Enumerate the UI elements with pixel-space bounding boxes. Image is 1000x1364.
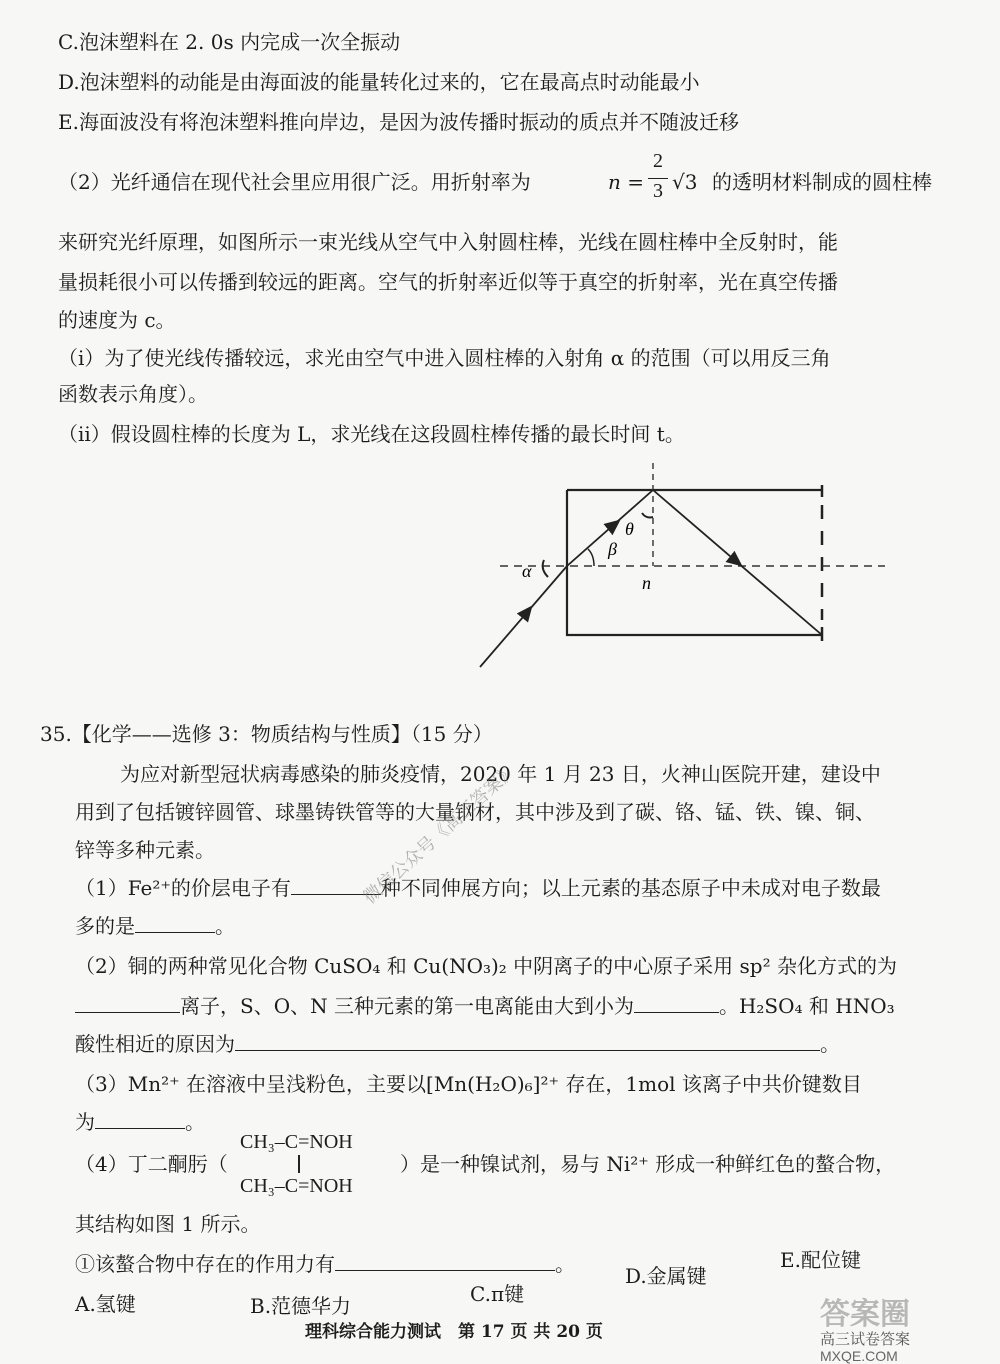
beta-label: β (608, 539, 617, 559)
alpha-label: α (522, 561, 532, 581)
formula-line2: CH₃–C=NOH (240, 1175, 353, 1197)
q35-header: 35.【化学——选修 3：物质结构与性质】（15 分） (40, 722, 493, 746)
site-logo (820, 1297, 911, 1364)
sub-i-line1: （i）为了使光线传播较远，求光由空气中进入圆柱棒的入射角 α 的范围（可以用反三角 (58, 346, 831, 370)
sub-i-line2: 函数表示角度）。 (58, 382, 208, 406)
q35-q2: （2）铜的两种常见化合物 CuSO₄ 和 Cu(NO₃)₂ 中阴离子的中心原子采用 sp² 杂化方式的为 (75, 954, 897, 978)
blank-2 (135, 912, 215, 933)
q35-q3-cont (75, 1108, 205, 1136)
choice-c: C.π键 (470, 1282, 525, 1306)
p2-line1-start: （2）光纤通信在现代社会里应用很广泛。用折射率为 (58, 170, 531, 194)
p2-line3: 量损耗很小可以传播到较远的距离。空气的折射率近似等于真空的折射率，光在真空传播 (58, 270, 838, 294)
q35-q3: （3）Mn²⁺ 在溶液中呈浅粉色，主要以[Mn(H₂O)₆]²⁺ 存在，1mol 该离子中共价键数目 (75, 1072, 862, 1096)
q1-text-c: 多的是 (75, 914, 135, 938)
q2-text-c: 。H₂SO₄ 和 HNO₃ (718, 994, 895, 1018)
p2-sqrt: √3 (672, 170, 698, 194)
q35-q2-cont (75, 992, 895, 1020)
p2-frac-den: 3 (653, 180, 663, 202)
blank-3 (75, 992, 180, 1013)
q35-intro3: 锌等多种元素。 (75, 838, 215, 862)
blank-7 (335, 1250, 555, 1271)
q35-q1 (75, 874, 881, 902)
p2-frac-num: 2 (653, 150, 663, 172)
p2-line4: 的速度为 c。 (58, 308, 176, 332)
option-d: D.泡沫塑料的动能是由海面波的能量转化过来的，它在最高点时动能最小 (58, 70, 700, 94)
theta-arc (642, 513, 653, 518)
q35-q4-cont: 其结构如图 1 所示。 (75, 1212, 261, 1236)
q2-text-e: 。 (820, 1032, 840, 1056)
incident-ray (480, 566, 567, 667)
blank-6 (95, 1108, 185, 1129)
q35-intro1: 为应对新型冠状病毒感染的肺炎疫情，2020 年 1 月 23 日，火神山医院开建，建设中 (120, 762, 881, 786)
q35-q4-end: ）是一种镍试剂，易与 Ni²⁺ 形成一种鲜红色的螯合物， (400, 1152, 896, 1176)
fraction-bar (648, 178, 668, 179)
q2-text-d: 酸性相近的原因为 (75, 1032, 235, 1056)
q1-text-d: 。 (215, 914, 235, 938)
n-label: n (642, 573, 651, 593)
q1-text-b: 种不同伸展方向；以上元素的基态原子中未成对电子数最 (380, 876, 881, 900)
choice-e: E.配位键 (780, 1248, 861, 1272)
blank-5 (235, 1030, 820, 1051)
sub-ii: （ii）假设圆柱棒的长度为 L，求光线在这段圆柱棒传播的最长时间 t。 (58, 422, 685, 446)
alpha-arc (543, 560, 548, 577)
q4-1-end: 。 (555, 1252, 575, 1276)
logo-site: MXQE.COM (820, 1348, 898, 1364)
q4-1-text: ①该螯合物中存在的作用力有 (75, 1252, 335, 1276)
q1-text-a: （1）Fe²⁺的价层电子有 (75, 876, 291, 900)
q3-text-b: 为 (75, 1110, 95, 1134)
rod-outline (567, 490, 822, 635)
choice-d: D.金属键 (625, 1264, 707, 1288)
beta-arc (588, 549, 594, 566)
option-c: C.泡沫塑料在 2. 0s 内完成一次全振动 (58, 30, 401, 54)
q35-q1-cont (75, 912, 235, 940)
formula-bond (298, 1155, 300, 1173)
q35-q2-line3 (75, 1030, 840, 1058)
p2-n-equals: n = (608, 170, 644, 194)
choice-a: A.氢键 (75, 1292, 136, 1316)
p2-line2: 来研究光纤原理，如图所示一束光线从空气中入射圆柱棒，光线在圆柱棒中全反射时，能 (58, 230, 838, 254)
reflected-ray (653, 490, 822, 635)
q35-q4-start: （4）丁二酮肟（ (75, 1152, 228, 1176)
q35-q4-1 (75, 1250, 575, 1278)
logo-small: 高三试卷答案 (820, 1330, 911, 1348)
q3-text-c: 。 (185, 1110, 205, 1134)
page-footer: 理科综合能力测试 第 17 页 共 20 页 (305, 1322, 603, 1342)
watermark: 微信公众号《高三答案》 (359, 760, 521, 909)
q35-intro2: 用到了包括镀锌圆管、球墨铸铁管等的大量钢材，其中涉及到了碳、铬、锰、铁、镍、铜、 (75, 800, 875, 824)
logo-big: 答案圈 (820, 1297, 910, 1332)
formula-line1: CH₃–C=NOH (240, 1131, 353, 1153)
blank-4 (634, 992, 719, 1013)
choice-b: B.范德华力 (250, 1294, 352, 1318)
p2-line1-end: 的透明材料制成的圆柱棒 (712, 170, 932, 194)
q2-text-b: 离子，S、O、N 三种元素的第一电离能由大到小为 (180, 994, 634, 1018)
option-e: E.海面波没有将泡沫塑料推向岸边，是因为波传播时振动的质点并不随波迁移 (58, 110, 739, 134)
theta-label: θ (625, 519, 634, 539)
fiber-diagram (470, 455, 900, 680)
